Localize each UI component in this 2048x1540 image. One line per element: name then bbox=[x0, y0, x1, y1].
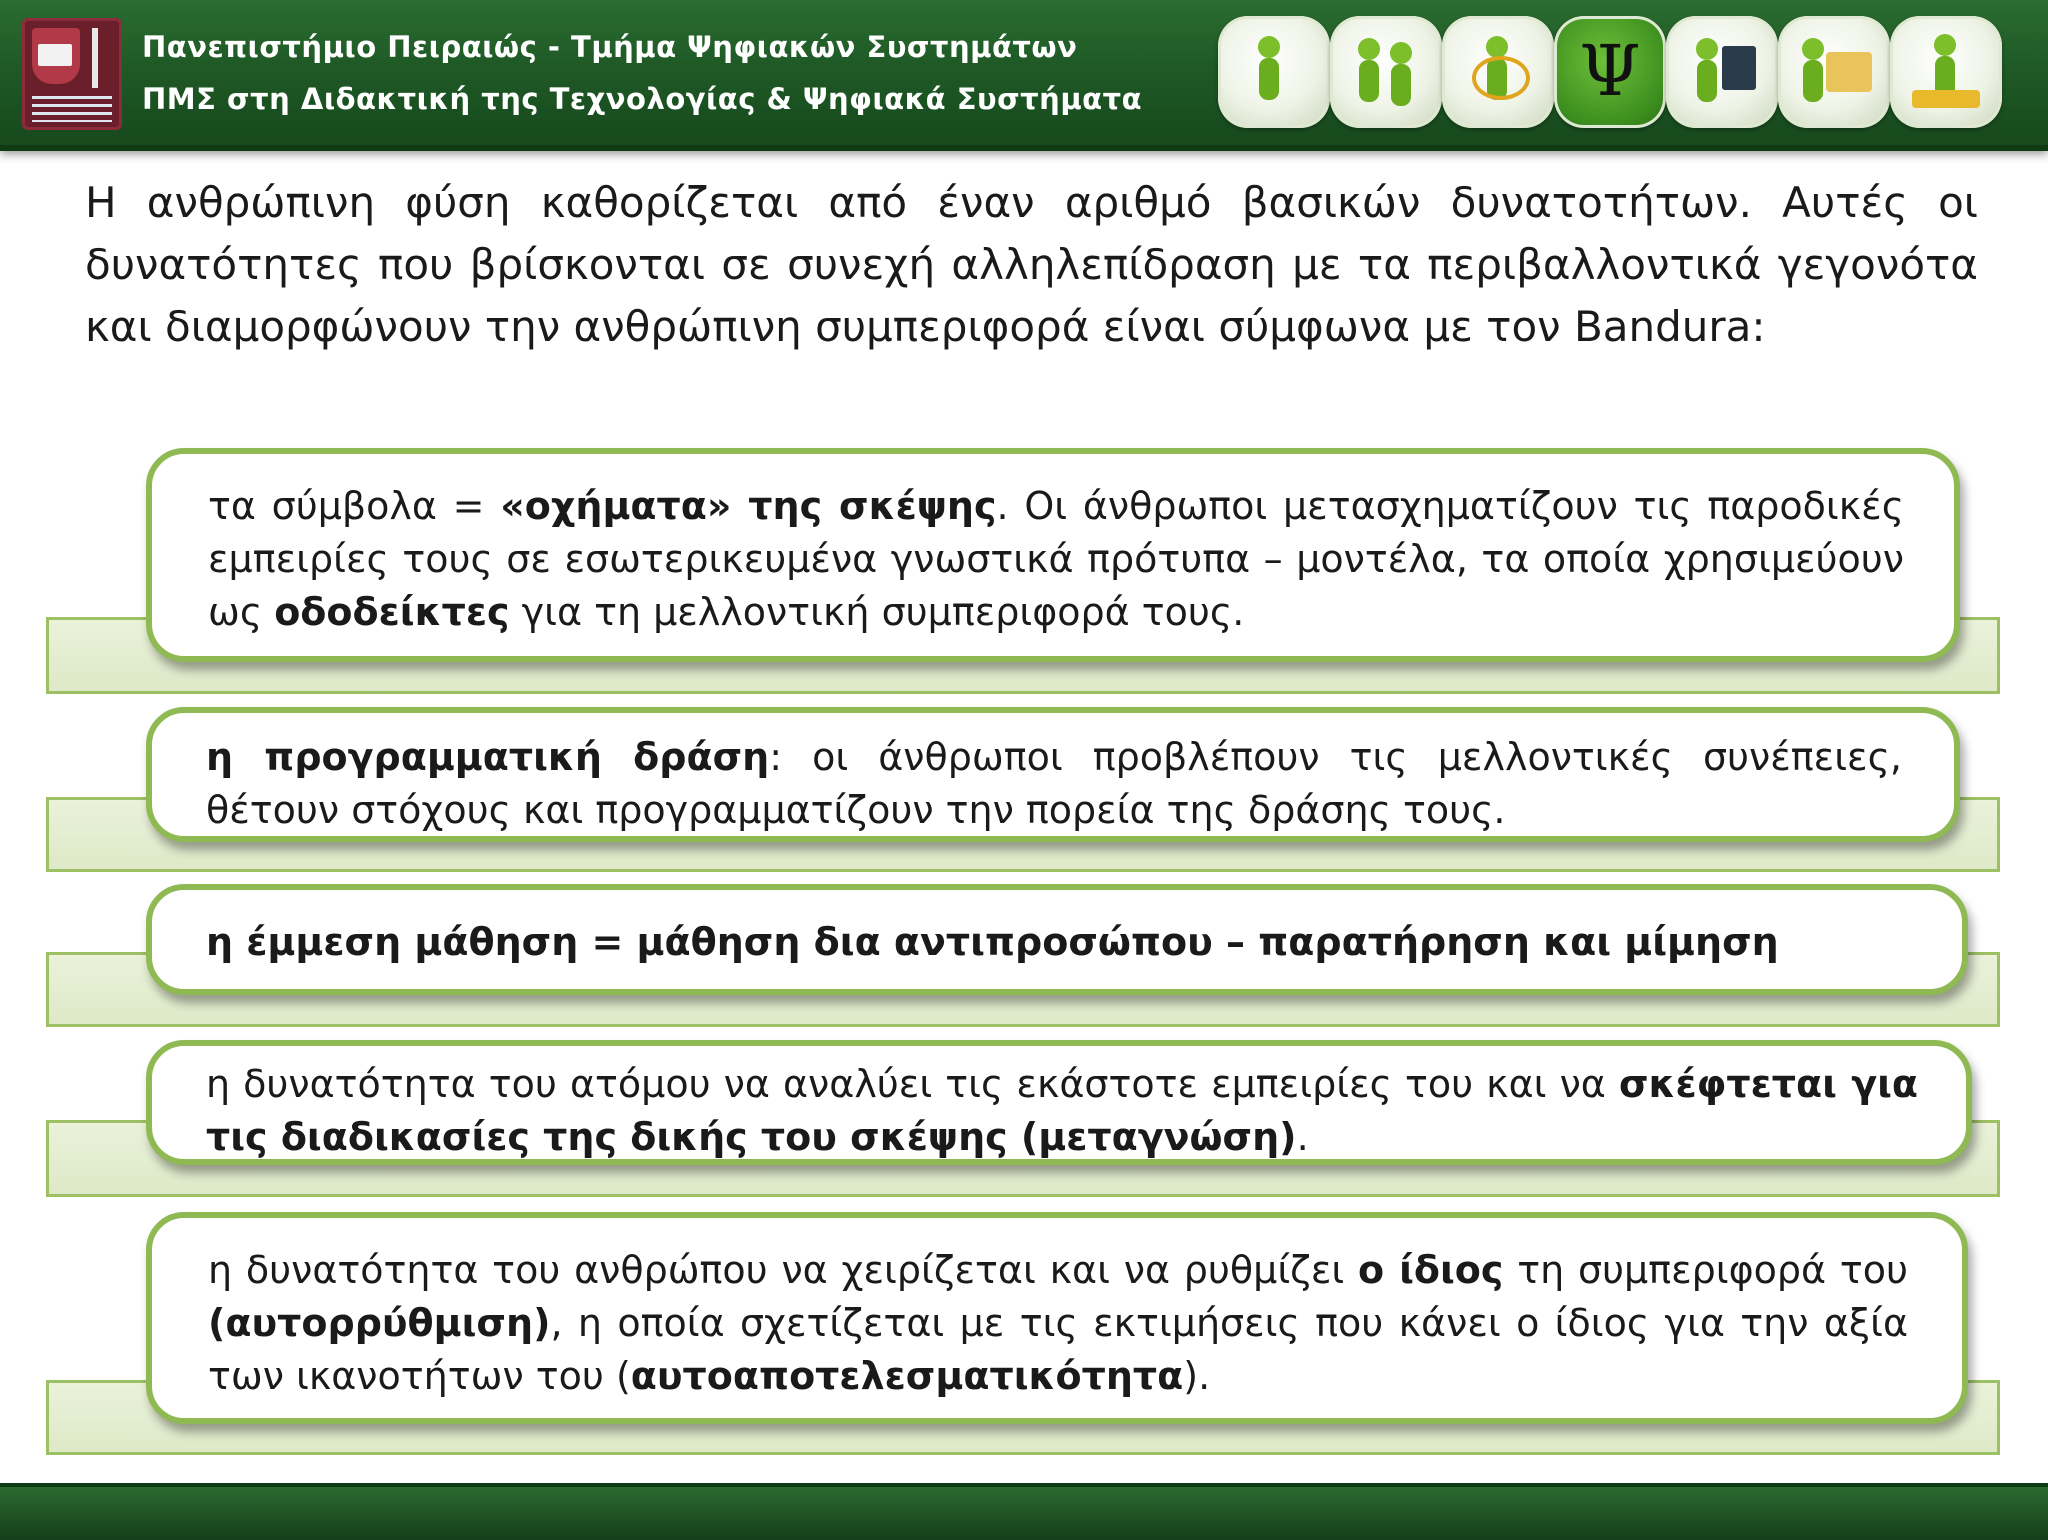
figures-reading-icon bbox=[1330, 16, 1442, 128]
university-logo-icon bbox=[22, 18, 122, 130]
item-3-card bbox=[146, 884, 1968, 995]
header-banner bbox=[0, 0, 2048, 151]
item-1-text: τα σύμβολα = «οχήματα» της σκέψης. Οι άνθρωποι μετασχηματίζουν τις παροδικές εμπειρίες τους σε εσωτερικευμένα γνωστικά πρότυπα – μοντέλα, τα οποία χρησιμεύουν ως οδοδείκτες για τη μελλοντική συμπεριφορά τους. bbox=[208, 484, 1904, 634]
item-2-card bbox=[146, 707, 1960, 842]
figure-on-puzzle-icon bbox=[1890, 16, 2002, 128]
item-5-text: η δυνατότητα του ανθρώπου να χειρίζεται και να ρυθμίζει ο ίδιος τη συμπεριφορά του (αυτορρύθμιση), η οποία σχετίζεται με τις εκτιμήσεις που κάνει ο ίδιος για την αξία των ικανοτήτων του (αυτοαποτελεσματικότητα). bbox=[208, 1248, 1909, 1398]
header-university-title: Πανεπιστήμιο Πειραιώς - Τμήμα Ψηφιακών Συστημάτων bbox=[142, 30, 1078, 64]
header-thumbnails bbox=[1218, 16, 2038, 128]
psi-thumb-icon bbox=[1554, 16, 1666, 128]
item-4-text: η δυνατότητα του ατόμου να αναλύει τις εκάστοτε εμπειρίες του και να σκέφτεται για τις διαδικασίες της δικής του σκέψης (μεταγνώση). bbox=[206, 1062, 1919, 1159]
intro-paragraph: Η ανθρώπινη φύση καθορίζεται από έναν αριθμό βασικών δυνατοτήτων. Αυτές οι δυνατότητες που βρίσκονται σε συνεχή αλληλεπίδραση με τα περιβαλλοντικά γεγονότα και διαμορφώνουν την ανθρώπινη συμπεριφορά είναι σύμφωνα με τον Bandura: bbox=[85, 178, 1978, 351]
figures-with-cables-icon bbox=[1218, 16, 1330, 128]
item-5-card bbox=[146, 1212, 1968, 1424]
figure-with-laptop-icon bbox=[1666, 16, 1778, 128]
item-4-card bbox=[146, 1040, 1972, 1165]
item-1-card bbox=[146, 448, 1960, 662]
header-program-title: ΠΜΣ στη Διδακτική της Τεχνολογίας & Ψηφιακά Συστήματα bbox=[142, 82, 1143, 116]
figure-with-globe-icon bbox=[1442, 16, 1554, 128]
item-2-text: η προγραμματική δράση: οι άνθρωποι προβλέπουν τις μελλοντικές συνέπειες, θέτουν στόχους και προγραμματίζουν την πορεία της δράσης τους. bbox=[206, 735, 1902, 832]
item-3-text: η έμμεση μάθηση = μάθηση δια αντιπροσώπου – παρατήρηση και μίμηση bbox=[206, 920, 1779, 964]
psi-symbol: Ψ bbox=[1579, 30, 1641, 112]
footer-bar bbox=[0, 1483, 2048, 1540]
figure-with-folder-icon bbox=[1778, 16, 1890, 128]
